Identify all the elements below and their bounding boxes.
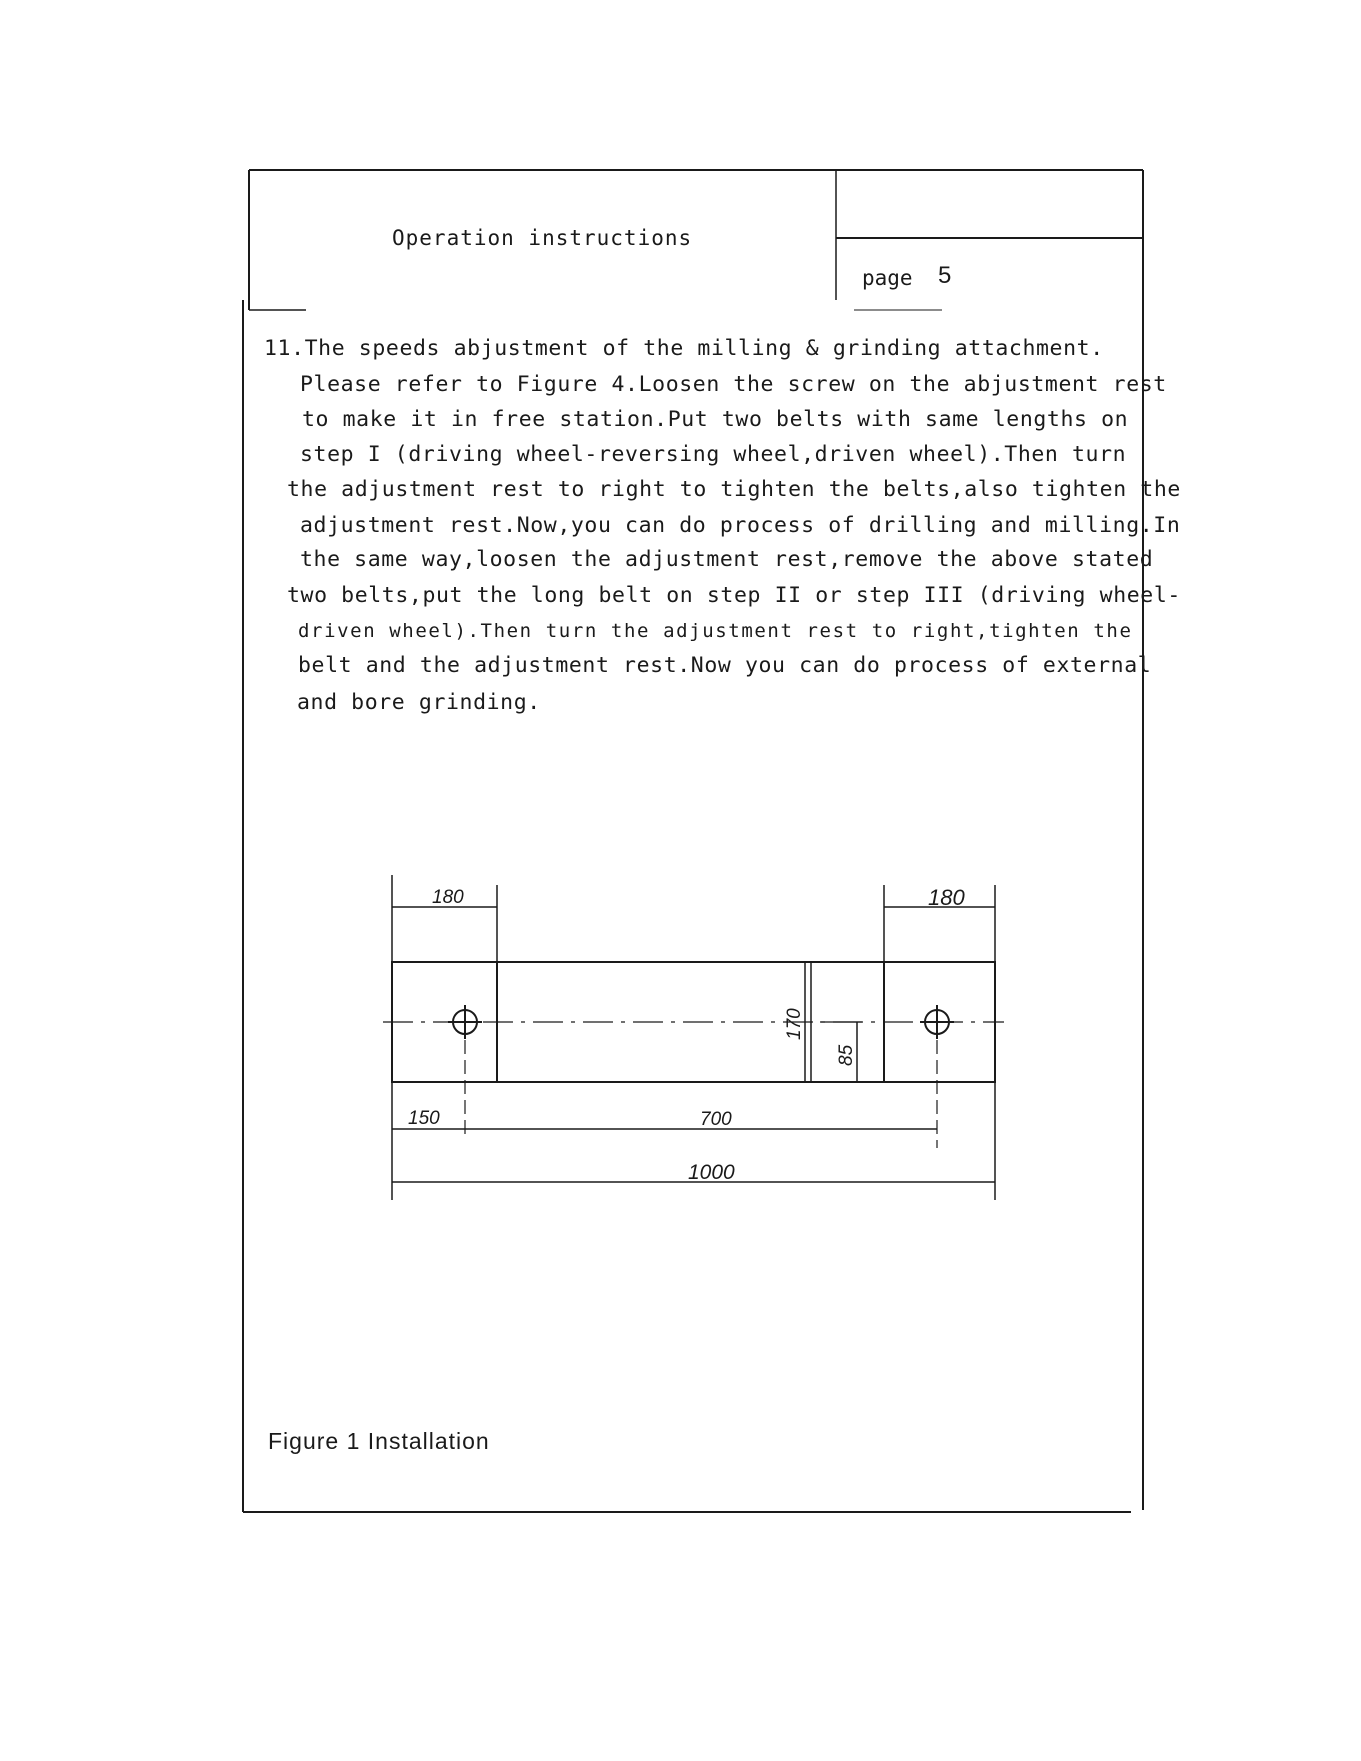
dim-right-width: 180: [928, 885, 965, 910]
body-line: driven wheel).Then turn the adjustment rest to right,tighten the: [298, 620, 1133, 642]
figure-caption: Figure 1 Installation: [268, 1428, 490, 1454]
page-label: page: [862, 266, 913, 290]
installation-drawing: [383, 875, 1004, 1200]
body-line: adjustment rest.Now,you can do process of drilling and milling.In: [300, 513, 1181, 538]
body-line: belt and the adjustment rest.Now you can do process of external: [298, 653, 1152, 678]
body-line: to make it in free station.Put two belts with same lengths on: [302, 407, 1129, 432]
dim-hole-spacing: 700: [700, 1109, 732, 1130]
page-number: 5: [938, 262, 952, 289]
dim-left-width: 180: [432, 887, 464, 908]
body-line: and bore grinding.: [297, 690, 541, 715]
dim-total-length: 1000: [688, 1161, 735, 1184]
body-line: two belts,put the long belt on step II or step III (driving wheel-: [287, 583, 1181, 608]
dim-half-height: 85: [836, 1044, 857, 1066]
body-line: Please refer to Figure 4.Loosen the screw on the abjustment rest: [300, 372, 1167, 397]
dim-offset: 150: [408, 1108, 440, 1129]
body-line: the adjustment rest to right to tighten the belts,also tighten the: [287, 477, 1181, 502]
dim-height: 170: [784, 1008, 805, 1040]
body-line: step I (driving wheel-reversing wheel,driven wheel).Then turn: [300, 442, 1127, 467]
body-line: 11.The speeds abjustment of the milling & grinding attachment.: [264, 336, 1104, 361]
document-title: Operation instructions: [392, 226, 693, 250]
body-line: the same way,loosen the adjustment rest,remove the above stated: [300, 547, 1154, 572]
